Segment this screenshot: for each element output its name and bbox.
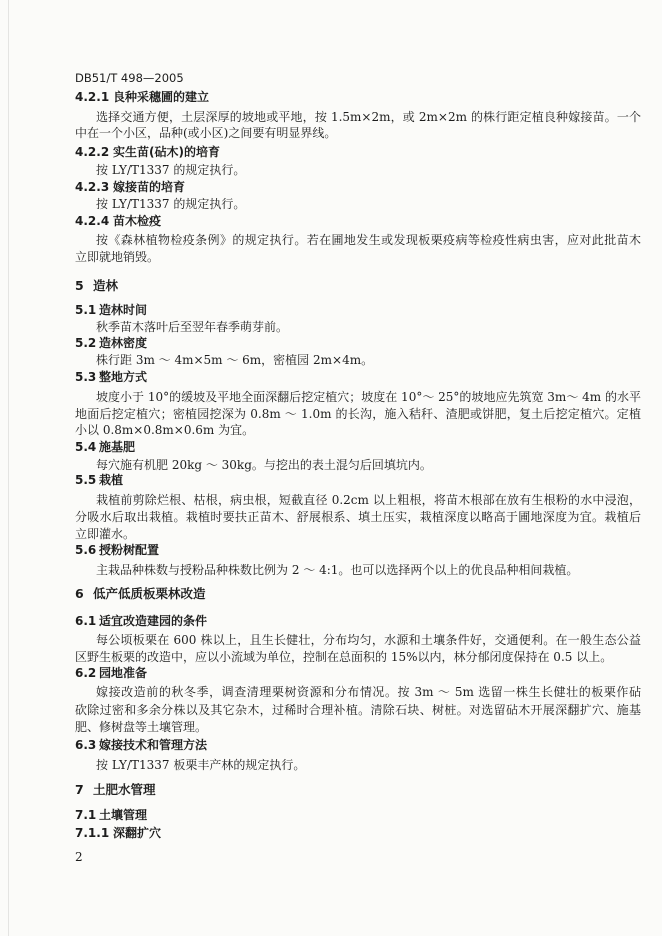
section-number: 4.2.2: [75, 145, 110, 159]
section-title: 栽植: [99, 473, 124, 487]
section-title: 嫁接苗的培育: [113, 180, 186, 194]
chapter-title: 低产低质板栗林改造: [93, 586, 206, 601]
section-number: 4.2.1: [75, 90, 110, 104]
chapter-number: 6: [75, 586, 84, 601]
body-line: 肥、修树盘等土壤管理。: [75, 720, 208, 734]
section-title: 土壤管理: [99, 808, 148, 822]
section-title: 深翻扩穴: [113, 826, 162, 840]
section-title: 造林时间: [99, 303, 148, 317]
body-line: 分吸水后取出栽植。栽植时要扶正苗木、舒展根系、填土压实，栽植深度以略高于圃地深度为宜。栽植后: [75, 510, 641, 524]
section-heading: [75, 825, 495, 841]
body-line: 每穴施有机肥 20kg ～ 30kg。与挖出的表土混匀后回填坑内。: [96, 458, 432, 472]
section-number: 5.5: [75, 473, 97, 487]
section-title: 园地准备: [99, 666, 148, 680]
page-number: 2: [75, 850, 83, 864]
body-line: 按《森林植物检疫条例》的规定执行。若在圃地发生或发现板栗疫病等检疫性病虫害，应对此批苗木: [96, 233, 641, 247]
section-heading: [75, 737, 495, 753]
section-title: 适宜改造建园的条件: [99, 614, 208, 628]
body-line: 株行距 3m ～ 4m×5m ～ 6m，密植园 2m×4m。: [96, 353, 374, 367]
body-line: 区野生板栗的改造中，应以小流域为单位，控制在总面积的 15%以内，林分郁闭度保持在 0.5 以上。: [75, 650, 613, 664]
section-number: 5.4: [75, 440, 97, 454]
section-title: 苗木检疫: [113, 214, 162, 228]
section-heading: [75, 213, 495, 229]
section-number: 5.6: [75, 543, 97, 557]
section-heading: [75, 665, 495, 681]
section-title: 施基肥: [99, 440, 136, 454]
chapter-heading: [75, 782, 495, 798]
section-title: 授粉树配置: [99, 543, 160, 557]
section-title: 嫁接技术和管理方法: [99, 738, 208, 752]
section-heading: [75, 335, 495, 351]
section-number: 6.1: [75, 614, 97, 628]
body-line: 中在一个小区，品种(或小区)之间要有明显界线。: [75, 126, 337, 140]
section-heading: [75, 542, 495, 558]
body-line: 地面后挖定植穴；密植园挖深为 0.8m ～ 1.0m 的长沟，施入秸秆、渣肥或饼肥，复土后挖定植穴。定植: [75, 407, 641, 421]
body-line: 坡度小于 10°的缓坡及平地全面深翻后挖定植穴；坡度在 10°～ 25°的坡地应先筑宽 3m～ 4m 的水平: [96, 390, 641, 404]
section-number: 5.3: [75, 370, 97, 384]
section-title: 良种采穗圃的建立: [113, 90, 210, 104]
section-number: 4.2.4: [75, 214, 110, 228]
section-heading: [75, 302, 495, 318]
standard-code-header: DB51/T 498—2005: [75, 71, 184, 85]
section-heading: [75, 369, 495, 385]
section-title: 造林密度: [99, 336, 148, 350]
section-heading: [75, 144, 495, 160]
section-number: 5.1: [75, 303, 97, 317]
chapter-number: 5: [75, 278, 84, 293]
body-line: 主栽品种株数与授粉品种株数比例为 2 ～ 4:1。也可以选择两个以上的优良品种相间栽植。: [96, 563, 579, 577]
section-number: 7.1.1: [75, 826, 110, 840]
body-line: 嫁接改造前的秋冬季，调查清理栗树资源和分布情况。按 3m ～ 5m 选留一株生长健壮的板栗作砧: [96, 685, 641, 699]
section-number: 5.2: [75, 336, 97, 350]
body-line: 每公顷板栗在 600 株以上，且生长健壮，分布均匀，水源和土壤条件好，交通便利。在一般生态公益: [96, 633, 641, 647]
section-heading: [75, 439, 495, 455]
body-line: 砍除过密和多余分株以及其它杂木，过稀时合理补植。清除石块、树桩。对选留砧木开展深翻扩穴、施基: [75, 703, 641, 717]
body-line: 按 LY/T1337 的规定执行。: [96, 197, 246, 211]
scan-edge-line: [8, 0, 9, 936]
chapter-number: 7: [75, 782, 84, 797]
chapter-title: 土肥水管理: [93, 782, 156, 797]
body-line: 立即就地销毁。: [75, 250, 160, 264]
section-number: 7.1: [75, 808, 97, 822]
chapter-heading: [75, 586, 495, 602]
chapter-heading: [75, 278, 495, 294]
section-title: 整地方式: [99, 370, 148, 384]
body-line: 按 LY/T1337 的规定执行。: [96, 163, 246, 177]
body-line: 栽植前剪除烂根、枯根，病虫根，短截直径 0.2cm 以上粗根，将苗木根部在放有生根粉的水中浸泡，: [96, 493, 641, 507]
section-heading: [75, 613, 495, 629]
section-heading: [75, 807, 495, 823]
section-number: 6.2: [75, 666, 97, 680]
section-heading: [75, 89, 495, 105]
body-line: 按 LY/T1337 板栗丰产林的规定执行。: [96, 758, 306, 772]
body-line: 秋季苗木落叶后至翌年春季萌芽前。: [96, 320, 289, 334]
section-heading: [75, 179, 495, 195]
section-title: 实生苗(砧木)的培育: [113, 145, 220, 159]
section-heading: [75, 472, 495, 488]
section-number: 4.2.3: [75, 180, 110, 194]
chapter-title: 造林: [93, 278, 119, 293]
body-line: 立即灌水。: [75, 527, 136, 541]
body-line: 选择交通方便，土层深厚的坡地或平地，按 1.5m×2m，或 2m×2m 的株行距定植良种嫁接苗。一个: [96, 110, 641, 124]
section-number: 6.3: [75, 738, 97, 752]
body-line: 小以 0.8m×0.8m×0.6m 为宜。: [75, 423, 255, 437]
